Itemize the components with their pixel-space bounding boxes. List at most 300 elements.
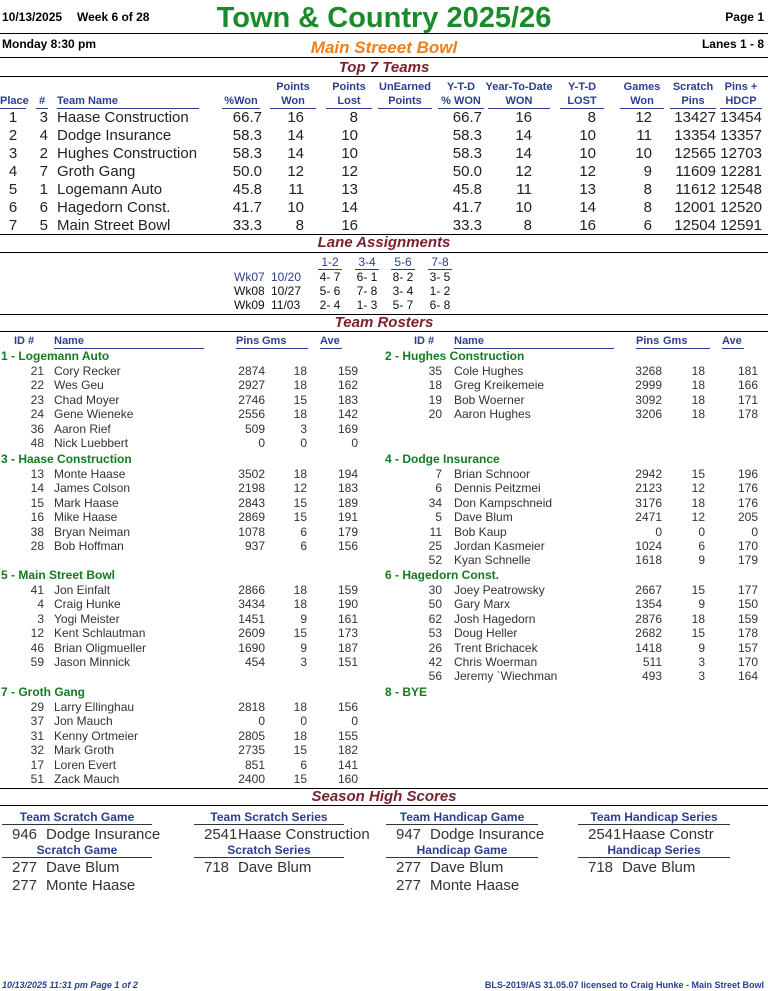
high-score-category: Team Handicap Series	[578, 810, 730, 825]
rosters-title: Team Rosters	[334, 314, 434, 331]
player-id: 62	[428, 611, 442, 626]
high-score-value: 946	[12, 826, 38, 843]
player-pins: 3176	[635, 495, 662, 510]
lane-matchup: 5- 6	[319, 284, 341, 298]
lane-matchup: 8- 2	[392, 270, 414, 284]
player-name: Larry Ellinghau	[54, 700, 135, 714]
col-ytdwon-1: Year-To-Date	[485, 81, 553, 93]
player-games: 15	[293, 626, 307, 641]
player-average: 176	[737, 495, 758, 510]
player-average: 150	[737, 597, 758, 612]
player-name: Dennis Peitzmei	[454, 481, 541, 496]
standings-cell: 6	[8, 199, 18, 216]
standings-cell: 10	[515, 199, 532, 216]
player-games: 15	[293, 743, 307, 758]
standings-cell: 12504	[674, 217, 716, 234]
player-name: Jon Mauch	[54, 714, 113, 729]
player-pins: 937	[244, 539, 265, 553]
player-pins: 2556	[238, 407, 265, 422]
player-average: 166	[737, 378, 758, 393]
standings-cell: 13454	[720, 109, 762, 126]
player-average: 141	[337, 757, 358, 772]
player-average: 179	[737, 553, 758, 568]
player-games: 18	[691, 611, 705, 626]
standings-cell: 33.3	[452, 217, 482, 234]
high-score-holder: Dave Blum	[46, 859, 120, 876]
roster-team-name: 3 - Haase Construction	[1, 452, 132, 466]
standings-cell: 12703	[720, 145, 762, 162]
player-name: Bob Woerner	[454, 392, 525, 407]
standings-cell: 13	[341, 181, 358, 198]
player-pins: 2999	[635, 378, 662, 393]
high-score-category: Handicap Series	[578, 843, 730, 858]
standings-cell: 11612	[675, 181, 716, 198]
player-id: 6	[435, 481, 442, 496]
player-pins: 493	[641, 669, 662, 684]
player-name: Mark Haase	[54, 495, 119, 510]
player-id: 59	[30, 655, 44, 669]
player-games: 18	[691, 392, 705, 407]
lane-matchup: 1- 2	[429, 284, 451, 298]
roster-col-ave: Ave	[722, 335, 744, 349]
player-games: 18	[691, 407, 705, 422]
standings-cell: 12	[515, 163, 532, 180]
lanes-label: Lanes 1 - 8	[701, 37, 764, 51]
player-id: 37	[30, 714, 44, 729]
player-games: 0	[698, 524, 705, 539]
player-name: Wes Geu	[54, 378, 104, 393]
col-ptslost-2: Lost	[326, 95, 372, 109]
player-pins: 1690	[238, 640, 265, 655]
lane-date: 11/03	[271, 298, 301, 312]
player-average: 164	[737, 669, 758, 684]
player-name: Dave Blum	[454, 510, 513, 525]
player-average: 205	[737, 510, 758, 525]
standings-cell: 45.8	[232, 181, 262, 198]
high-score-holder: Dodge Insurance	[430, 826, 545, 843]
player-average: 190	[337, 597, 358, 612]
player-pins: 2471	[635, 510, 662, 525]
standings-cell: 14	[287, 127, 304, 144]
standings-cell: 14	[341, 199, 358, 216]
player-id: 53	[428, 626, 442, 641]
player-games: 18	[293, 378, 307, 393]
venue-rule	[0, 57, 768, 58]
standings-cell: 7	[39, 163, 48, 180]
player-average: 182	[337, 743, 358, 758]
player-pins: 2866	[238, 583, 265, 597]
player-pins: 0	[258, 436, 265, 450]
player-average: 191	[337, 510, 358, 525]
standings-cell: 12281	[720, 163, 762, 180]
player-games: 18	[293, 467, 307, 481]
player-games: 3	[300, 421, 307, 436]
col-ytdpct-2: % WON	[438, 95, 484, 109]
footer-timestamp: 10/13/2025 11:31 pm Page 1 of 2	[2, 980, 138, 990]
player-games: 15	[691, 467, 705, 481]
standings-cell: 12548	[720, 181, 762, 198]
standings-cell: 58.3	[452, 145, 482, 162]
team-name: Main Street Bowl	[57, 217, 171, 234]
player-id: 22	[30, 378, 44, 393]
lane-matchup: 6- 1	[356, 270, 378, 284]
standings-cell: 8	[643, 181, 652, 198]
player-id: 46	[30, 640, 44, 655]
standings-cell: 8	[349, 109, 358, 126]
player-average: 183	[337, 392, 358, 407]
standings-cell: 58.3	[452, 127, 482, 144]
standings-cell: 41.7	[452, 199, 482, 216]
player-name: Bob Hoffman	[54, 539, 124, 553]
player-average: 155	[337, 728, 358, 743]
lane-week: Wk07	[234, 270, 265, 284]
roster-col-gms: Gms	[262, 335, 287, 347]
standings-cell: 33.3	[232, 217, 262, 234]
player-games: 9	[698, 640, 705, 655]
player-id: 12	[30, 626, 44, 641]
standings-cell: 3	[39, 109, 48, 126]
header-rule	[0, 33, 768, 34]
col-ytdpct-1: Y-T-D	[446, 81, 476, 93]
player-average: 169	[337, 421, 358, 436]
player-average: 179	[337, 524, 358, 539]
standings-cell: 50.0	[232, 163, 262, 180]
player-games: 18	[293, 583, 307, 597]
player-games: 3	[698, 669, 705, 684]
player-id: 7	[435, 467, 442, 481]
player-id: 32	[30, 743, 44, 758]
player-name: Loren Evert	[54, 757, 117, 772]
standings-cell: 2	[39, 145, 48, 162]
player-pins: 2667	[635, 583, 662, 597]
standings-cell: 16	[579, 217, 596, 234]
player-games: 15	[293, 772, 307, 786]
col-hdcp-2: HDCP	[720, 95, 762, 109]
lane-matchup: 2- 4	[319, 298, 341, 312]
player-name: Jon Einfalt	[54, 583, 111, 597]
standings-cell: 45.8	[452, 181, 482, 198]
standings-cell: 14	[515, 127, 532, 144]
lane-week: Wk09	[234, 298, 265, 312]
standings-cell: 58.3	[232, 127, 262, 144]
standings-cell: 14	[579, 199, 596, 216]
player-name: Mark Groth	[54, 743, 115, 758]
roster-team-name: 7 - Groth Gang	[1, 685, 85, 699]
player-name: Jason Minnick	[54, 655, 131, 669]
player-id: 25	[428, 539, 442, 553]
team-name: Logemann Auto	[57, 181, 163, 198]
standings-cell: 8	[523, 217, 532, 234]
high-score-value: 718	[588, 859, 614, 876]
player-average: 161	[337, 611, 358, 626]
player-games: 18	[293, 364, 307, 378]
roster-col-id: ID #	[14, 335, 35, 347]
standings-cell: 14	[515, 145, 532, 162]
standings-cell: 13357	[720, 127, 762, 144]
player-id: 38	[30, 524, 44, 539]
col-ptswon-2: Won	[270, 95, 316, 109]
high-score-holder: Dodge Insurance	[46, 826, 161, 843]
rosters-rule	[0, 331, 768, 332]
player-name: Kenny Ortmeier	[54, 728, 139, 743]
player-average: 170	[737, 539, 758, 553]
lane-matchup: 3- 5	[429, 270, 451, 284]
player-average: 162	[337, 378, 358, 393]
player-pins: 2198	[238, 481, 265, 496]
player-average: 178	[737, 407, 758, 422]
player-id: 28	[30, 539, 44, 553]
lane-week: Wk08	[234, 284, 265, 298]
player-pins: 2123	[635, 481, 662, 496]
player-games: 6	[300, 524, 307, 539]
player-name: Cory Recker	[54, 364, 121, 378]
player-id: 48	[30, 436, 44, 450]
player-id: 20	[428, 407, 442, 422]
high-score-category: Scratch Series	[194, 843, 344, 858]
player-pins: 2805	[238, 728, 265, 743]
player-id: 56	[428, 669, 442, 684]
player-games: 18	[293, 597, 307, 612]
high-score-holder: Dave Blum	[622, 859, 696, 876]
player-games: 9	[300, 640, 307, 655]
player-pins: 2942	[635, 467, 662, 481]
roster-team-name: 2 - Hughes Construction	[385, 349, 525, 363]
roster-team-name: 6 - Hagedorn Const.	[385, 568, 500, 582]
standings-cell: 12	[341, 163, 358, 180]
high-score-value: 947	[396, 826, 422, 843]
player-name: Gary Marx	[454, 597, 511, 612]
standings-cell: 6	[643, 217, 652, 234]
player-average: 159	[337, 364, 358, 378]
standings-cell: 11	[288, 181, 304, 198]
player-name: Gene Wieneke	[54, 407, 134, 422]
player-name: Aaron Hughes	[454, 407, 531, 422]
player-average: 157	[737, 640, 758, 655]
lane-matchup: 4- 7	[319, 270, 341, 284]
player-name: Monte Haase	[54, 467, 126, 481]
player-id: 21	[30, 364, 44, 378]
high-score-value: 2541	[204, 826, 238, 843]
high-score-holder: Monte Haase	[430, 877, 520, 894]
venue-name: Main Streeet Bowl	[310, 38, 458, 57]
col-ytdlost-1: Y-T-D	[567, 81, 597, 93]
player-id: 18	[428, 378, 442, 393]
standings-cell: 11	[636, 127, 652, 144]
standings-cell: 12	[287, 163, 304, 180]
col-team: Team Name	[57, 95, 199, 109]
high-score-holder: Haase Construction	[238, 826, 370, 843]
player-id: 41	[30, 583, 44, 597]
standings-cell: 16	[341, 217, 358, 234]
standings-cell: 11609	[675, 163, 716, 180]
player-name: Zack Mauch	[54, 772, 120, 786]
player-name: Doug Heller	[454, 626, 518, 641]
lane-matchup: 3- 4	[392, 284, 414, 298]
player-pins: 2735	[238, 743, 265, 758]
player-average: 171	[737, 392, 758, 407]
player-average: 0	[351, 714, 358, 729]
standings-cell: 16	[287, 109, 304, 126]
lane-pair-header: 5-6	[391, 255, 415, 270]
player-id: 23	[30, 392, 44, 407]
player-average: 178	[737, 626, 758, 641]
player-name: Kent Schlautman	[54, 626, 146, 641]
lane-pair-header: 7-8	[428, 255, 452, 270]
standings-cell: 5	[39, 217, 48, 234]
roster-col-name: Name	[54, 335, 204, 349]
player-average: 142	[337, 407, 358, 422]
player-average: 151	[337, 655, 358, 669]
player-id: 42	[428, 655, 442, 669]
lane-date: 10/27	[271, 284, 302, 298]
col-hdcp-1: Pins +	[724, 81, 758, 93]
player-pins: 1418	[635, 640, 662, 655]
player-name: Chris Woerman	[454, 655, 538, 669]
player-pins: 3434	[238, 597, 265, 612]
standings-cell: 12001	[674, 199, 716, 216]
player-pins: 3092	[635, 392, 662, 407]
player-pins: 2609	[238, 626, 265, 641]
standings-cell: 12	[579, 163, 596, 180]
team-name: Dodge Insurance	[57, 127, 172, 144]
player-average: 196	[737, 467, 758, 481]
standings-cell: 8	[295, 217, 304, 234]
col-place: Place	[0, 95, 29, 107]
col-pct: %Won	[222, 95, 260, 109]
player-games: 18	[293, 728, 307, 743]
standings-cell: 8	[587, 109, 596, 126]
player-id: 16	[30, 510, 44, 525]
player-id: 26	[428, 640, 442, 655]
player-pins: 1354	[635, 597, 662, 612]
player-id: 4	[37, 597, 44, 612]
player-name: Chad Moyer	[54, 392, 120, 407]
col-games-1: Games	[623, 81, 661, 93]
player-id: 15	[30, 495, 44, 510]
player-id: 13	[30, 467, 44, 481]
standings-cell: 3	[8, 145, 18, 162]
player-id: 17	[30, 757, 44, 772]
team-name: Haase Construction	[57, 109, 189, 126]
standings-rule	[0, 76, 768, 77]
high-score-value: 718	[204, 859, 230, 876]
player-pins: 1618	[635, 553, 662, 568]
lane-matchup: 1- 3	[356, 298, 378, 312]
player-average: 173	[337, 626, 358, 641]
player-games: 9	[300, 611, 307, 626]
player-games: 15	[691, 583, 705, 597]
player-games: 6	[300, 757, 307, 772]
player-name: Bryan Neiman	[54, 524, 131, 539]
player-name: Mike Haase	[54, 510, 118, 525]
league-title: Town & Country 2025/26	[216, 2, 552, 34]
player-average: 176	[737, 481, 758, 496]
player-pins: 2869	[238, 510, 265, 525]
player-average: 194	[337, 467, 358, 481]
standings-cell: 41.7	[232, 199, 262, 216]
roster-team-name: 5 - Main Street Bowl	[1, 568, 116, 582]
player-games: 15	[293, 392, 307, 407]
player-name: Jeremy `Wiechman	[454, 669, 558, 684]
player-name: Greg Kreikemeie	[454, 378, 545, 393]
roster-team-name: 8 - BYE	[385, 685, 428, 699]
standings-cell: 12520	[720, 199, 762, 216]
standings-cell: 10	[341, 145, 358, 162]
player-id: 51	[30, 772, 44, 786]
standings-cell: 10	[579, 145, 596, 162]
player-games: 6	[698, 539, 705, 553]
player-id: 50	[428, 597, 442, 612]
col-unearned-2: Points	[378, 95, 432, 109]
col-ptslost-1: Points	[332, 81, 366, 93]
player-games: 15	[293, 495, 307, 510]
player-id: 30	[428, 583, 442, 597]
player-average: 0	[751, 524, 758, 539]
player-average: 177	[737, 583, 758, 597]
standings-cell: 9	[643, 163, 652, 180]
col-scratch-1: Scratch	[672, 81, 714, 93]
player-games: 6	[300, 539, 307, 553]
player-games: 3	[300, 655, 307, 669]
roster-col-id: ID #	[414, 335, 435, 347]
standings-cell: 7	[8, 217, 18, 234]
player-id: 24	[30, 407, 44, 422]
player-name: Aaron Rief	[54, 421, 111, 436]
standings-cell: 6	[39, 199, 48, 216]
player-games: 12	[691, 481, 705, 496]
footer-license: BLS-2019/AS 31.05.07 licensed to Craig Hunke - Main Street Bowl	[484, 980, 764, 990]
player-name: Brian Schnoor	[454, 467, 531, 481]
lane-date: 10/20	[271, 270, 302, 284]
player-name: Yogi Meister	[54, 611, 120, 626]
player-average: 187	[337, 640, 358, 655]
player-pins: 2876	[635, 611, 662, 626]
standings-cell: 12	[635, 109, 652, 126]
lanes-rule	[0, 252, 768, 253]
player-id: 36	[30, 421, 44, 436]
standings-cell: 12591	[720, 217, 762, 234]
player-name: Brian Oligmueller	[54, 640, 147, 655]
player-average: 156	[337, 539, 358, 553]
col-games-2: Won	[620, 95, 664, 109]
high-score-category: Team Handicap Game	[386, 810, 538, 825]
player-id: 52	[428, 553, 442, 568]
standings-cell: 2	[8, 127, 18, 144]
player-games: 15	[293, 510, 307, 525]
roster-col-ave: Ave	[320, 335, 342, 349]
high-score-holder: Dave Blum	[430, 859, 504, 876]
player-games: 9	[698, 553, 705, 568]
player-id: 35	[428, 364, 442, 378]
standings-cell: 1	[8, 109, 18, 126]
standings-cell: 4	[8, 163, 18, 180]
standings-cell: 58.3	[232, 145, 262, 162]
page-number: Page 1	[725, 10, 764, 24]
player-games: 0	[300, 436, 307, 450]
high-score-value: 277	[12, 859, 38, 876]
player-average: 189	[337, 495, 358, 510]
player-pins: 2746	[238, 392, 265, 407]
col-scratch-2: Pins	[670, 95, 716, 109]
player-average: 159	[737, 611, 758, 626]
player-id: 3	[37, 611, 44, 626]
standings-title: Top 7 Teams	[338, 59, 430, 76]
player-pins: 509	[244, 421, 265, 436]
team-name: Hughes Construction	[57, 145, 198, 162]
standings-cell: 66.7	[452, 109, 482, 126]
high-score-category: Scratch Game	[2, 843, 152, 858]
player-name: Josh Hagedorn	[454, 611, 536, 626]
